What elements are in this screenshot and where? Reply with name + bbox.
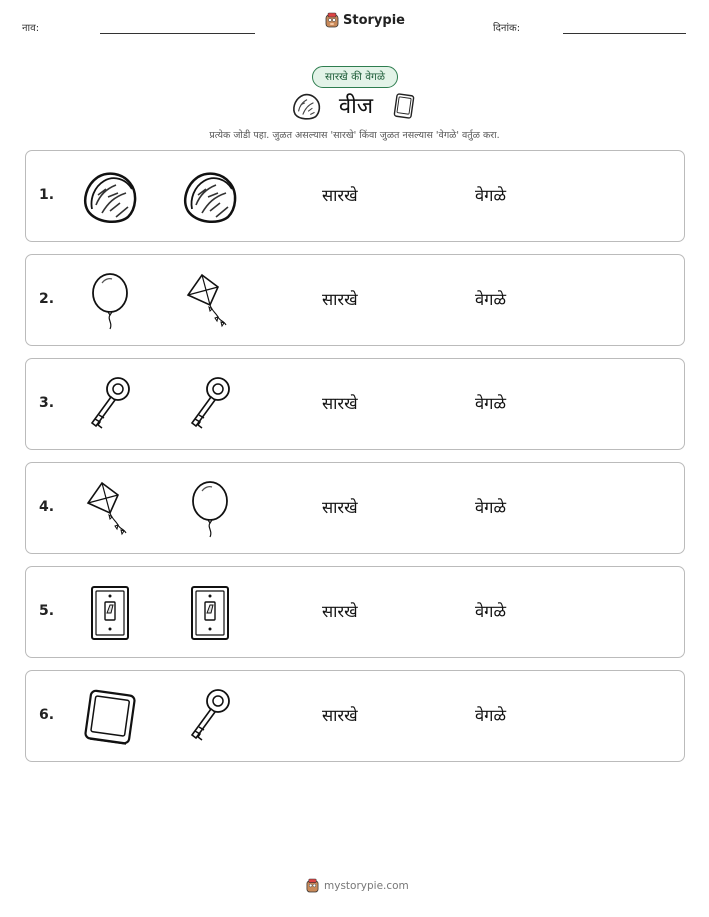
same-option[interactable]: सारखे (322, 706, 358, 725)
instructions: प्रत्येक जोडी पहा. जुळत असल्यास 'सारखे' किंवा जुळत नसल्यास 'वेगळे' वर्तुळ करा. (209, 130, 500, 141)
different-option[interactable]: वेगळे (475, 498, 507, 517)
question-number: 4. (39, 499, 55, 515)
question-number: 1. (39, 187, 55, 203)
question-row-1 (25, 150, 685, 242)
question-number: 2. (39, 291, 55, 307)
same-option[interactable]: सारखे (322, 290, 358, 309)
coal-icon (288, 90, 324, 122)
question-number: 3. (39, 395, 55, 411)
kite-icon (80, 479, 140, 539)
different-option[interactable]: वेगळे (475, 602, 507, 621)
coal-icon (80, 167, 140, 227)
key-icon (180, 687, 240, 747)
date-label: दिनांक: (493, 23, 521, 34)
switch-icon (80, 583, 140, 643)
mascot-icon (325, 12, 339, 28)
worksheet-type-badge: सारखे की वेगळे (312, 66, 398, 88)
kite-icon (180, 271, 240, 331)
brand-logo (325, 12, 405, 28)
tablet-icon (390, 90, 418, 122)
question-number: 5. (39, 603, 55, 619)
different-option[interactable]: वेगळे (475, 706, 507, 725)
footer-url[interactable]: mystorypie.com (324, 879, 409, 892)
different-option[interactable]: वेगळे (475, 290, 507, 309)
switch-icon (180, 583, 240, 643)
different-option[interactable]: वेगळे (475, 394, 507, 413)
balloon-icon (180, 479, 240, 539)
footer (306, 878, 409, 893)
brand-name: Storypie (343, 12, 405, 28)
question-row-2 (25, 254, 685, 346)
balloon-icon (80, 271, 140, 331)
coal-icon (180, 167, 240, 227)
question-row-5 (25, 566, 685, 658)
key-icon (80, 375, 140, 435)
date-field-line[interactable] (563, 33, 686, 34)
different-option[interactable]: वेगळे (475, 186, 507, 205)
same-option[interactable]: सारखे (322, 498, 358, 517)
name-field-line[interactable] (100, 33, 255, 34)
name-label: नाव: (22, 23, 40, 34)
question-row-6 (25, 670, 685, 762)
same-option[interactable]: सारखे (322, 186, 358, 205)
tablet-icon (80, 687, 140, 747)
page-title: वीज (338, 94, 374, 119)
question-row-3 (25, 358, 685, 450)
key-icon (180, 375, 240, 435)
mascot-icon (306, 878, 319, 893)
same-option[interactable]: सारखे (322, 602, 358, 621)
question-number: 6. (39, 707, 55, 723)
same-option[interactable]: सारखे (322, 394, 358, 413)
question-row-4 (25, 462, 685, 554)
